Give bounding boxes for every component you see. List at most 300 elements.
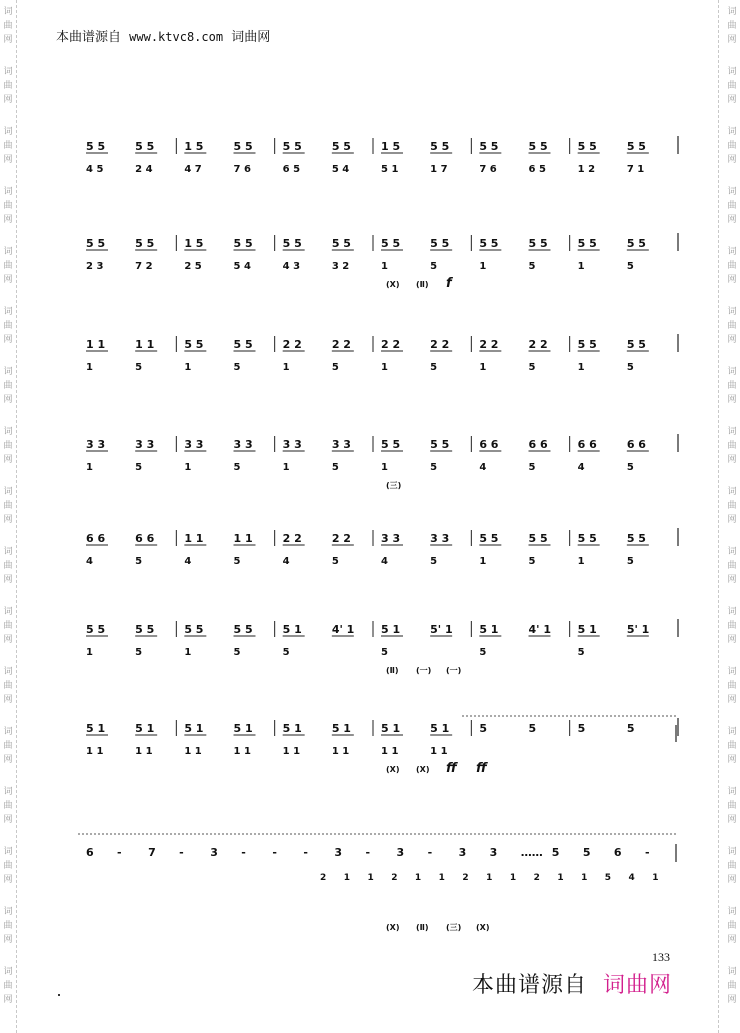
dynamic-mark: (Ⅱ): [416, 280, 429, 289]
header-url[interactable]: www.ktvc8.com: [129, 30, 224, 44]
note-group-upper: 3: [210, 846, 218, 859]
watermark-glyph: 网: [727, 95, 737, 105]
note-group-lower: 1 1: [135, 746, 153, 757]
watermark-glyph: 曲: [727, 621, 737, 631]
watermark-glyph: 词: [3, 907, 13, 917]
note-group-lower: 5: [430, 556, 438, 567]
note-group-upper: 5 5: [381, 438, 401, 451]
note-group-lower: 2: [320, 873, 327, 883]
note-group-lower: 6 5: [528, 164, 546, 175]
note-group-upper: 5 5: [86, 140, 106, 153]
note-group-lower: 1: [577, 556, 585, 567]
note-group-upper: 6 6: [528, 438, 548, 451]
watermark-glyph: 词: [727, 907, 737, 917]
dynamic-mark: (X): [416, 765, 430, 774]
note-group-upper: 5 5: [233, 140, 253, 153]
note-group-upper: 5 5: [331, 140, 351, 153]
note-group-lower: 1: [86, 462, 93, 473]
note-group-lower: 2: [391, 873, 398, 883]
watermark-glyph: 词: [3, 307, 13, 317]
note-group-lower: 2 4: [135, 164, 153, 175]
note-group-upper: 5 5: [430, 140, 450, 153]
note-group-upper: 5: [582, 846, 591, 859]
watermark-glyph: 曲: [727, 21, 737, 31]
note-group-upper: 5' 1: [626, 623, 650, 636]
note-group-upper: 2 2: [479, 338, 499, 351]
watermark-glyph: 网: [727, 755, 737, 765]
note-group-lower: 5 4: [233, 261, 251, 272]
note-group-upper: 5 1: [381, 722, 401, 735]
watermark-glyph: 曲: [3, 201, 13, 211]
watermark-glyph: 曲: [727, 441, 737, 451]
watermark-glyph: 曲: [3, 141, 13, 151]
note-group-upper: 5: [626, 722, 635, 735]
watermark-glyph: 曲: [727, 261, 737, 271]
watermark-glyph: 词: [3, 127, 13, 137]
note-group-upper: 5: [528, 722, 537, 735]
watermark-glyph: 词: [727, 607, 737, 617]
watermark-glyph: 网: [3, 335, 13, 345]
note-group-upper: -: [644, 846, 650, 859]
note-group-lower: 5: [430, 261, 438, 272]
dynamic-mark: (X): [386, 923, 400, 932]
note-group-upper: -: [427, 846, 433, 859]
watermark-glyph: 曲: [727, 681, 737, 691]
watermark-glyph: 网: [727, 995, 737, 1005]
note-group-upper: 3: [458, 846, 467, 859]
note-group-upper: 1 1: [86, 338, 106, 351]
note-group-upper: 5 5: [135, 623, 155, 636]
note-group-lower: 5: [528, 556, 536, 567]
watermark-glyph: 曲: [727, 321, 737, 331]
watermark-glyph: 网: [3, 455, 13, 465]
watermark-glyph: 词: [727, 427, 737, 437]
page-number: 133: [652, 950, 670, 964]
watermark-glyph: 网: [727, 815, 737, 825]
note-group-upper: 5 1: [135, 722, 155, 735]
note-group-upper: 5 5: [430, 438, 450, 451]
note-group-lower: 4: [184, 556, 192, 567]
watermark-glyph: 词: [727, 787, 737, 797]
watermark-glyph: 词: [727, 367, 737, 377]
note-group-lower: 1: [381, 362, 388, 373]
watermark-glyph: 曲: [3, 501, 13, 511]
watermark-glyph: 网: [727, 515, 737, 525]
watermark-glyph: 网: [727, 875, 737, 885]
note-group-upper: 3 3: [331, 438, 351, 451]
note-group-lower: 5: [233, 556, 241, 567]
note-group-lower: 2: [462, 873, 469, 883]
watermark-glyph: 网: [727, 635, 737, 645]
dynamic-mark: (X): [386, 765, 400, 774]
watermark-glyph: 曲: [3, 981, 13, 991]
dynamic-mark: ff: [446, 761, 457, 776]
note-group-lower: 1: [414, 873, 422, 883]
watermark-glyph: 网: [727, 935, 737, 945]
note-group-upper: 1 1: [184, 532, 204, 545]
note-group-upper: 4' 1: [528, 623, 552, 636]
note-group-lower: 4 5: [86, 164, 104, 175]
note-group-upper: 5 5: [233, 338, 253, 351]
note-group-lower: 5: [135, 362, 143, 373]
note-group-lower: 1 1: [282, 746, 301, 757]
watermark-glyph: 曲: [727, 381, 737, 391]
watermark-glyph: 曲: [727, 81, 737, 91]
note-group-upper: 5 5: [430, 237, 450, 250]
note-group-upper: 3: [334, 846, 343, 859]
watermark-glyph: 网: [3, 935, 13, 945]
watermark-glyph: 网: [3, 875, 13, 885]
note-group-upper: 2 2: [282, 532, 302, 545]
note-group-upper: 5' 1: [430, 623, 453, 636]
note-group-lower: 5: [528, 261, 536, 272]
watermark-glyph: 网: [3, 635, 13, 645]
watermark-glyph: 曲: [3, 81, 13, 91]
note-group-lower: 5: [233, 462, 241, 473]
watermark-glyph: 词: [727, 127, 737, 137]
note-group-lower: 1: [509, 873, 517, 883]
note-group-upper: 5 1: [86, 722, 106, 735]
dynamic-mark: (一): [416, 666, 432, 675]
note-group-upper: 1 5: [381, 140, 401, 153]
watermark-glyph: 词: [727, 967, 737, 977]
watermark-glyph: 网: [727, 275, 737, 285]
note-group-upper: -: [117, 846, 122, 859]
note-group-lower: 1: [577, 362, 585, 373]
note-group-lower: 1: [343, 873, 350, 883]
note-group-upper: 5 1: [282, 722, 302, 735]
note-group-upper: 5 5: [282, 140, 302, 153]
note-group-upper: 6: [86, 846, 94, 859]
note-group-upper: 6 6: [479, 438, 499, 451]
watermark-glyph: 曲: [727, 801, 737, 811]
note-group-lower: 5: [331, 556, 339, 567]
note-group-upper: 5 5: [626, 532, 646, 545]
note-group-lower: 5: [233, 647, 241, 658]
note-group-upper: 5 5: [577, 338, 597, 351]
watermark-glyph: 曲: [3, 381, 13, 391]
note-group-lower: 4: [282, 556, 290, 567]
watermark-glyph: 网: [727, 455, 737, 465]
watermark-glyph: 网: [727, 215, 737, 225]
watermark-glyph: 词: [727, 487, 737, 497]
note-group-lower: 5: [604, 873, 612, 883]
note-group-upper: 5 5: [626, 140, 646, 153]
note-group-lower: 1: [479, 362, 487, 373]
note-group-lower: 6 5: [282, 164, 301, 175]
note-group-upper: 5 5: [528, 532, 548, 545]
note-group-lower: 4: [381, 556, 388, 567]
watermark-glyph: 网: [3, 995, 13, 1005]
watermark-glyph: 词: [3, 967, 13, 977]
note-group-lower: 5: [577, 647, 585, 658]
watermark-glyph: 词: [727, 7, 737, 17]
note-group-lower: 1 1: [381, 746, 399, 757]
note-group-upper: 5 5: [626, 338, 646, 351]
note-group-lower: 1: [184, 647, 192, 658]
note-group-lower: 2 5: [184, 261, 202, 272]
watermark-glyph: 网: [727, 575, 737, 585]
note-group-upper: 5 5: [577, 237, 597, 250]
note-group-upper: 2 2: [528, 338, 548, 351]
note-group-lower: 1: [479, 556, 487, 567]
note-group-upper: 5 1: [430, 722, 450, 735]
note-group-upper: 2 2: [282, 338, 302, 351]
watermark-glyph: 网: [3, 575, 13, 585]
note-group-upper: 5 5: [381, 237, 401, 250]
note-group-upper: 1 1: [233, 532, 253, 545]
note-group-lower: 1: [86, 362, 93, 373]
note-group-upper: 5 1: [233, 722, 253, 735]
note-group-lower: 7 6: [233, 164, 251, 175]
watermark-glyph: 曲: [727, 741, 737, 751]
note-group-upper: 2 2: [331, 338, 351, 351]
note-group-upper: 5 5: [135, 140, 155, 153]
watermark-glyph: 词: [3, 7, 13, 17]
watermark-glyph: 曲: [3, 261, 13, 271]
watermark-glyph: 网: [3, 215, 13, 225]
note-group-lower: 1: [581, 873, 588, 883]
note-group-upper: 5 5: [184, 338, 204, 351]
dynamic-mark: ff: [476, 761, 487, 776]
note-group-lower: 1: [184, 462, 192, 473]
note-group-upper: 3 3: [282, 438, 302, 451]
note-group-lower: 1: [367, 873, 374, 883]
watermark-glyph: 词: [3, 247, 13, 257]
watermark-glyph: 曲: [3, 441, 13, 451]
dynamic-mark: f: [446, 276, 452, 291]
note-group-upper: 2 2: [381, 338, 401, 351]
watermark-glyph: 网: [3, 155, 13, 165]
note-group-lower: 5: [626, 362, 634, 373]
watermark-glyph: 曲: [727, 501, 737, 511]
watermark-glyph: 网: [3, 35, 13, 45]
dynamic-mark: (三): [386, 481, 402, 490]
note-group-lower: 4 3: [282, 261, 301, 272]
watermark-glyph: 网: [3, 95, 13, 105]
note-group-upper: 4' 1: [331, 623, 355, 636]
watermark-glyph: 网: [3, 395, 13, 405]
note-group-upper: 5 5: [479, 140, 499, 153]
watermark-glyph: 网: [3, 815, 13, 825]
note-group-upper: 5 1: [479, 623, 499, 636]
watermark-glyph: 曲: [3, 561, 13, 571]
note-group-upper: 1 5: [184, 140, 204, 153]
dynamic-mark: (Ⅱ): [386, 666, 399, 675]
note-group-upper: 6 6: [626, 438, 646, 451]
note-group-lower: 5: [430, 462, 438, 473]
note-group-lower: 1 1: [184, 746, 202, 757]
watermark-glyph: 曲: [727, 561, 737, 571]
note-group-lower: 4: [577, 462, 585, 473]
watermark-glyph: 网: [3, 275, 13, 285]
note-group-lower: 5: [135, 647, 143, 658]
note-group-upper: 6 6: [577, 438, 597, 451]
note-group-lower: 5: [528, 462, 536, 473]
note-group-upper: 5 5: [479, 237, 499, 250]
watermark-glyph: 曲: [727, 141, 737, 151]
note-group-upper: 2 2: [331, 532, 351, 545]
watermark-glyph: 词: [3, 607, 13, 617]
note-group-upper: 5 5: [479, 532, 499, 545]
note-group-upper: 3 3: [233, 438, 253, 451]
note-group-lower: 7 2: [135, 261, 153, 272]
footer-brand: [472, 968, 672, 999]
note-group-lower: 4 7: [184, 164, 202, 175]
dynamic-mark: (X): [476, 923, 490, 932]
note-group-lower: 5: [331, 362, 339, 373]
note-group-lower: 1 2: [577, 164, 596, 175]
watermark-glyph: 词: [3, 667, 13, 677]
watermark-glyph: 曲: [3, 801, 13, 811]
note-group-lower: 1: [557, 873, 564, 883]
note-group-lower: 4: [628, 873, 635, 883]
note-group-lower: 1: [577, 261, 585, 272]
note-group-lower: 5: [135, 462, 143, 473]
watermark-glyph: 词: [3, 847, 13, 857]
watermark-glyph: 词: [3, 187, 13, 197]
watermark-glyph: 词: [3, 427, 13, 437]
note-group-lower: 5: [282, 647, 290, 658]
note-group-upper: 1 5: [184, 237, 204, 250]
note-group-upper: 2 2: [430, 338, 450, 351]
note-group-lower: 5: [381, 647, 388, 658]
note-group-lower: 1: [486, 873, 493, 883]
note-group-upper: 3 3: [135, 438, 155, 451]
note-group-upper: -: [272, 846, 277, 859]
note-group-upper: 3 3: [381, 532, 401, 545]
note-group-upper: 6: [613, 846, 622, 859]
watermark-glyph: 网: [727, 695, 737, 705]
watermark-glyph: 词: [3, 787, 13, 797]
note-group-lower: 3 2: [331, 261, 350, 272]
note-group-upper: 5 5: [135, 237, 155, 250]
note-group-lower: 1 1: [331, 746, 350, 757]
note-group-lower: 7 1: [626, 164, 645, 175]
note-group-upper: 5 1: [577, 623, 597, 636]
watermark-glyph: 词: [3, 367, 13, 377]
watermark-glyph: 词: [727, 727, 737, 737]
note-group-lower: 4: [86, 556, 93, 567]
note-group-upper: 5 5: [233, 237, 253, 250]
note-group-upper: ……: [520, 846, 543, 859]
watermark-glyph: 词: [727, 307, 737, 317]
note-group-upper: 5: [551, 846, 560, 859]
watermark-glyph: 网: [727, 335, 737, 345]
note-group-upper: 5 5: [626, 237, 646, 250]
note-group-upper: 5 5: [577, 140, 597, 153]
note-group-lower: 1: [381, 261, 388, 272]
note-group-lower: 1 1: [233, 746, 251, 757]
note-group-lower: 5: [528, 362, 536, 373]
note-group-upper: 5 5: [528, 237, 548, 250]
note-group-lower: 1: [381, 462, 388, 473]
watermark-glyph: 网: [727, 395, 737, 405]
note-group-lower: 1 7: [430, 164, 448, 175]
watermark-glyph: 词: [727, 847, 737, 857]
watermark-glyph: 词: [727, 247, 737, 257]
dynamic-mark: (三): [446, 923, 462, 932]
note-group-upper: -: [365, 846, 371, 859]
watermark-glyph: 曲: [727, 201, 737, 211]
note-group-upper: 1 1: [135, 338, 155, 351]
watermark-glyph: 网: [727, 35, 737, 45]
note-group-upper: 5 5: [86, 623, 106, 636]
watermark-glyph: 曲: [3, 621, 13, 631]
note-group-lower: 1 1: [86, 746, 104, 757]
note-group-upper: 7: [148, 846, 156, 859]
watermark-glyph: 网: [3, 515, 13, 525]
note-group-lower: 1: [86, 647, 93, 658]
note-group-upper: 5 5: [331, 237, 351, 250]
page-dot: [58, 994, 60, 996]
note-group-upper: 5 1: [184, 722, 204, 735]
dynamic-mark: (X): [386, 280, 400, 289]
watermark-glyph: 曲: [3, 741, 13, 751]
note-group-upper: 5 1: [381, 623, 401, 636]
note-group-lower: 5: [626, 261, 634, 272]
watermark-glyph: 词: [3, 487, 13, 497]
note-group-lower: 1: [479, 261, 487, 272]
note-group-lower: 1: [282, 462, 290, 473]
note-group-upper: 5 5: [233, 623, 253, 636]
note-group-lower: 4: [479, 462, 487, 473]
note-group-upper: 3 3: [430, 532, 450, 545]
note-group-lower: 1: [282, 362, 290, 373]
watermark-glyph: 曲: [3, 21, 13, 31]
header-source-prefix: 本曲谱源自: [56, 30, 122, 45]
note-group-lower: 7 6: [479, 164, 497, 175]
note-group-upper: 5 5: [184, 623, 204, 636]
watermark-glyph: 词: [727, 67, 737, 77]
footer-site-name[interactable]: 词曲网: [603, 973, 673, 998]
note-group-lower: 5 1: [381, 164, 399, 175]
note-group-upper: 5 1: [331, 722, 351, 735]
note-group-upper: 3: [396, 846, 405, 859]
note-group-upper: 6 6: [135, 532, 155, 545]
note-group-lower: 5: [233, 362, 241, 373]
watermark-glyph: 曲: [727, 981, 737, 991]
watermark-glyph: 词: [727, 667, 737, 677]
footer-source-prefix: 本曲谱源自: [472, 973, 588, 998]
watermark-glyph: 网: [3, 755, 13, 765]
note-group-lower: 5 4: [331, 164, 350, 175]
watermark-glyph: 曲: [3, 921, 13, 931]
watermark-glyph: 网: [3, 695, 13, 705]
watermark-glyph: 词: [727, 547, 737, 557]
note-group-lower: 5: [135, 556, 143, 567]
watermark-glyph: 词: [3, 67, 13, 77]
note-group-lower: 5: [430, 362, 438, 373]
watermark-glyph: 词: [3, 547, 13, 557]
note-group-upper: 5 1: [282, 623, 302, 636]
note-group-lower: 2: [533, 873, 540, 883]
note-group-upper: 5 5: [86, 237, 106, 250]
watermark-glyph: 词: [3, 727, 13, 737]
watermark-glyph: 曲: [727, 921, 737, 931]
note-group-lower: 2 3: [86, 261, 104, 272]
note-group-lower: 5: [626, 462, 634, 473]
note-group-lower: 5: [626, 556, 634, 567]
note-group-upper: 5: [479, 722, 487, 735]
note-group-upper: 3 3: [184, 438, 204, 451]
note-group-lower: 1: [184, 362, 192, 373]
note-group-lower: 1 1: [430, 746, 448, 757]
note-group-upper: 5 5: [577, 532, 597, 545]
note-group-upper: 3: [489, 846, 498, 859]
note-group-upper: 5 5: [282, 237, 302, 250]
watermark-glyph: 曲: [3, 321, 13, 331]
